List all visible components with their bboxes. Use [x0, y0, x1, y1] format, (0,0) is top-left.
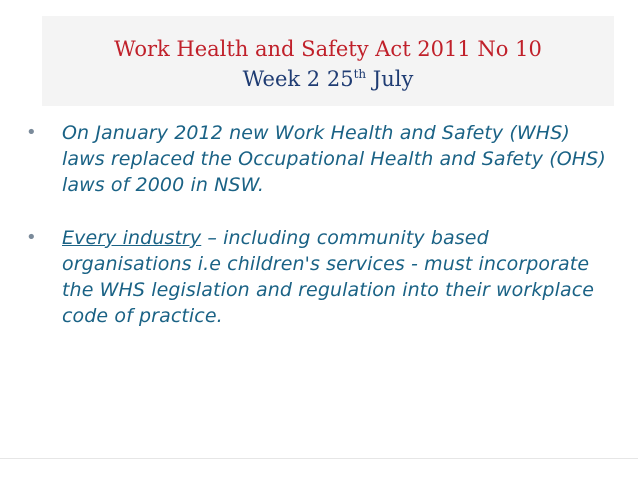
- title-line-1: Work Health and Safety Act 2011 No 10: [114, 37, 542, 61]
- bullet-list: [26, 120, 616, 329]
- bullet-text: On January 2012 new Work Health and Safety (WHS) laws replaced the Occupational Health and Safety (OHS) laws of 2000 in NSW.: [62, 122, 606, 196]
- title-line-2: [42, 64, 614, 94]
- slide-title: [42, 16, 614, 106]
- bullet-underlined-phrase: Every industry: [62, 227, 202, 249]
- bullet-item: [26, 120, 616, 198]
- bullet-text: – including community based organisations i.e children's services - must incorporate the WHS legislation and regulation into their workplace code of practice.: [62, 227, 595, 327]
- title-date-ordinal: th: [353, 67, 367, 81]
- title-month: July: [366, 67, 414, 91]
- title-week-date: Week 2 25: [242, 67, 354, 91]
- bullet-item: [26, 225, 616, 329]
- bullet-marker: •: [26, 227, 37, 248]
- bottom-divider: [0, 458, 638, 459]
- bullet-marker: •: [26, 122, 37, 143]
